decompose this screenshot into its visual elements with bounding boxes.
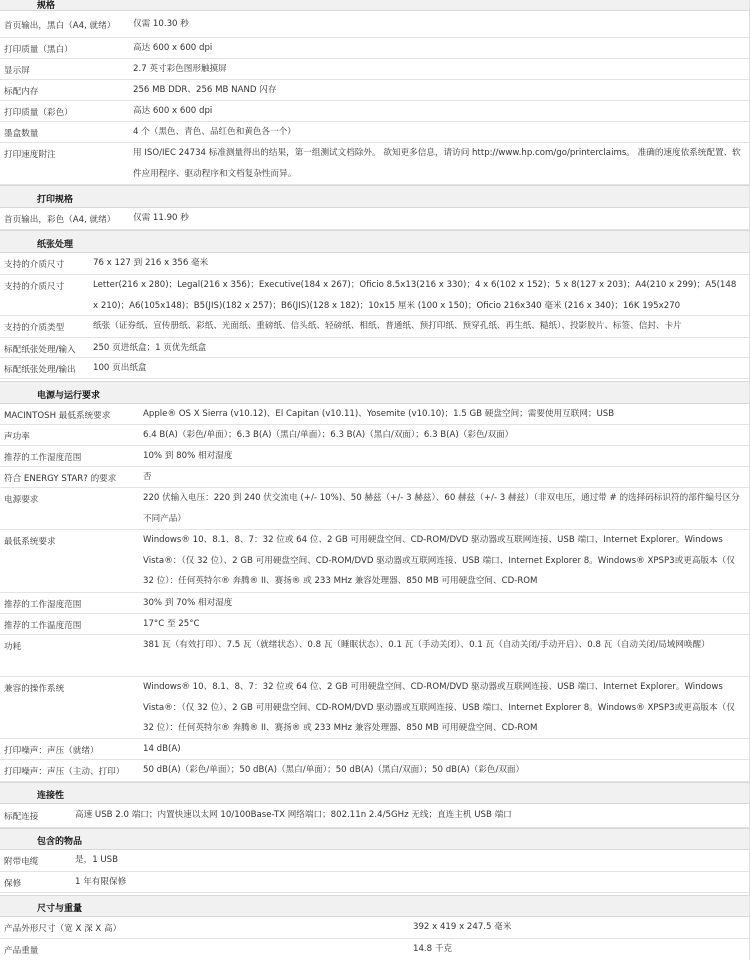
row-value: Windows® 10、8.1、8、7：32 位或 64 位、2 GB 可用硬盘空间、CD-ROM/DVD 驱动器或互联网连接、USB 端口、Internet Explorer。Windows Vista®：（仅 32 位）、2 GB 可用硬盘空间、CD-ROM/DVD 驱动器或互联网连接、USB 端口、Internet Explorer 8。Windows® XPSP3或更高版本（仅 32 位）：任何英特尔® 奔腾® II、赛扬® 或 233 MHz 兼容处理器、850 MB 可用硬盘空间、CD-ROM [143, 682, 735, 733]
section-header-paper-handling [0, 230, 749, 253]
row-label: 电源要求 [4, 495, 39, 505]
section-title: 包含的物品 [37, 837, 83, 847]
table-row [0, 872, 749, 893]
row-label: 显示屏 [4, 66, 30, 76]
row-label: 推荐的工作湿度范围 [4, 453, 82, 463]
table-row [0, 101, 749, 122]
table-row [0, 488, 749, 530]
row-value: 17°C 至 25°C [143, 619, 200, 629]
row-value: 高达 600 x 600 dpi [133, 106, 213, 116]
section-title: 电源与运行要求 [37, 391, 101, 401]
row-value: Letter(216 x 280)；Legal(216 x 356)；Executive(184 x 267)；Oficio 8.5x13(216 x 330)；4 x 6(102 x 152)；5 x 8(127 x 203)；A4(210 x 299)；A5(148 x 210)；A6(105x148)；B5(JIS)(182 x 257)；B6(JIS)(128 x 182)；10x15 厘米 (100 x 150)；Oficio 216x340 毫米 (216 x 340)；16K 195x270 [93, 280, 737, 311]
section-title: 尺寸与重量 [37, 904, 83, 914]
row-label: 打印速度附注 [4, 150, 56, 160]
row-value: 256 MB DDR、256 MB NAND 闪存 [133, 85, 277, 95]
row-value: 50 dB(A)（彩色/单面）；50 dB(A)（黑白/单面）；50 dB(A)（黑白/双面）；50 dB(A)（彩色/双面） [143, 765, 525, 775]
table-row [0, 253, 749, 275]
row-label: MACINTOSH 最低系统要求 [4, 411, 111, 421]
row-label: 最低系统要求 [4, 537, 56, 547]
table-row [0, 677, 749, 739]
row-value: 250 页进纸盒；1 页优先纸盒 [93, 343, 207, 353]
row-value: 10% 到 80% 相对湿度 [143, 451, 233, 461]
row-label: 标配纸张处理/输入 [4, 345, 76, 355]
table-row [0, 614, 749, 635]
table-row [0, 939, 749, 960]
table-row [0, 275, 749, 316]
table-row [0, 316, 749, 338]
table-row [0, 143, 749, 185]
table-row [0, 122, 749, 143]
row-label: 标配内存 [4, 87, 39, 97]
row-label: 推荐的工作湿度范围 [4, 600, 82, 610]
row-label: 墨盒数量 [4, 129, 39, 139]
section-title: 规格 [37, 1, 56, 11]
row-value: 100 页出纸盒 [93, 363, 147, 373]
row-label: 附带电缆 [4, 857, 39, 867]
row-value: 1 年有限保修 [75, 877, 127, 887]
table-row [0, 338, 749, 358]
row-label: 支持的介质尺寸 [4, 282, 65, 292]
section-header-connectivity [0, 782, 749, 804]
row-label: 打印质量（彩色） [4, 108, 73, 118]
row-value: 30% 到 70% 相对湿度 [143, 598, 233, 608]
section-header-print-specs [0, 185, 749, 208]
table-row [0, 530, 749, 593]
row-label: 功耗 [4, 642, 22, 652]
row-label: 首页输出，彩色（A4, 就绪） [4, 215, 116, 225]
row-value: 14.8 千克 [413, 944, 453, 954]
row-value: 否 [143, 472, 152, 482]
row-value: 6.4 B(A)（彩色/单面）；6.3 B(A)（黑白/单面）；6.3 B(A)（黑白/双面）；6.3 B(A)（彩色/双面） [143, 430, 514, 440]
table-row [0, 425, 749, 446]
table-row [0, 804, 749, 828]
row-label: 标配连接 [4, 812, 39, 822]
row-value: 381 瓦（有效打印）、7.5 瓦（就绪状态）、0.8 瓦（睡眠状态）、0.1 瓦（手动关闭）、0.1 瓦（自动关闭/手动开启）、0.8 瓦（自动关闭/局域网唤醒） [143, 640, 710, 650]
row-label: 打印质量（黑白） [4, 45, 73, 55]
row-label: 符合 ENERGY STAR? 的要求 [4, 474, 117, 484]
row-value: 高速 USB 2.0 端口；内置快速以太网 10/100Base-TX 网络端口；802.11n 2.4/5GHz 无线；直连主机 USB 端口 [75, 810, 512, 820]
row-label: 推荐的工作温度范围 [4, 621, 82, 631]
row-value: Apple® OS X Sierra (v10.12)、El Capitan (v10.11)、Yosemite (v10.10)；1.5 GB 硬盘空间；需要使用互联网；USB [143, 409, 615, 419]
row-value: 76 x 127 到 216 x 356 毫米 [93, 258, 209, 268]
table-row [0, 467, 749, 488]
section-title: 连接性 [37, 791, 65, 801]
table-row [0, 760, 749, 782]
table-row [0, 80, 749, 101]
row-value: 纸张（证券纸、宣传册纸、彩纸、光面纸、重磅纸、信头纸、轻磅纸、相纸、普通纸、预打印纸、预穿孔纸、再生纸、糙纸）、投影胶片、标签、信封、卡片 [93, 321, 682, 331]
row-value: 220 伏输入电压：220 到 240 伏交流电 (+/- 10%)、50 赫兹（+/- 3 赫兹）、60 赫兹（+/- 3 赫兹）（非双电压，通过带 # 的选择码标识符的部件编号区分不同产品） [143, 493, 740, 524]
section-title: 打印规格 [37, 195, 74, 205]
table-row [0, 917, 749, 939]
table-row [0, 404, 749, 425]
row-label: 声功率 [4, 432, 30, 442]
section-header-box-contents [0, 828, 749, 850]
row-label: 首页输出，黑白（A4, 就绪） [4, 21, 116, 31]
row-value: 392 x 419 x 247.5 毫米 [413, 922, 512, 932]
table-row [0, 38, 749, 59]
row-value: 仅需 10.30 秒 [133, 19, 189, 29]
row-value: Windows® 10、8.1、8、7：32 位或 64 位、2 GB 可用硬盘空间、CD-ROM/DVD 驱动器或互联网连接、USB 端口、Internet Explorer。Windows Vista®：（仅 32 位）、2 GB 可用硬盘空间、CD-ROM/DVD 驱动器或互联网连接、USB 端口、Internet Explorer 8。Windows® XPSP3或更高版本（仅 32 位）：任何英特尔® 奔腾® II、赛扬® 或 233 MHz 兼容处理器、850 MB 可用硬盘空间、CD-ROM [143, 535, 735, 586]
row-label: 兼容的操作系统 [4, 684, 65, 694]
table-row [0, 593, 749, 614]
section-title: 纸张处理 [37, 240, 74, 250]
row-label: 支持的介质类型 [4, 323, 65, 333]
row-label: 支持的介质尺寸 [4, 260, 65, 270]
row-label: 保修 [4, 879, 22, 889]
row-value: 4 个（黑色、青色、品红色和黄色各一个） [133, 127, 296, 137]
table-row [0, 59, 749, 80]
table-row [0, 358, 749, 379]
row-value: 用 ISO/IEC 24734 标准测量得出的结果，第一组测试文档除外。 欲知更多信息，请访问 http://www.hp.com/go/printerclaims。 准确的速度依系统配置、软件应用程序、驱动程序和文档复杂性而异。 [133, 148, 741, 179]
section-header-dimensions [0, 895, 749, 917]
section-header-power [0, 381, 749, 404]
row-value: 高达 600 x 600 dpi [133, 43, 213, 53]
row-value: 14 dB(A) [143, 744, 181, 754]
row-label: 产品外形尺寸（宽 X 深 X 高） [4, 924, 122, 934]
row-value: 2.7 英寸彩色图形触摸屏 [133, 64, 227, 74]
section-header-specs [0, 0, 749, 11]
row-label: 产品重量 [4, 946, 39, 956]
table-row [0, 11, 749, 38]
row-label: 标配纸张处理/输出 [4, 365, 76, 375]
table-row [0, 208, 749, 230]
table-row [0, 739, 749, 760]
row-value: 是，1 USB [75, 855, 119, 865]
row-label: 打印噪声：声压（主动、打印） [4, 767, 125, 777]
row-value: 仅需 11.90 秒 [133, 213, 189, 223]
table-row [0, 850, 749, 872]
table-row [0, 635, 749, 677]
table-row [0, 446, 749, 467]
row-label: 打印噪声：声压（就绪） [4, 746, 99, 756]
